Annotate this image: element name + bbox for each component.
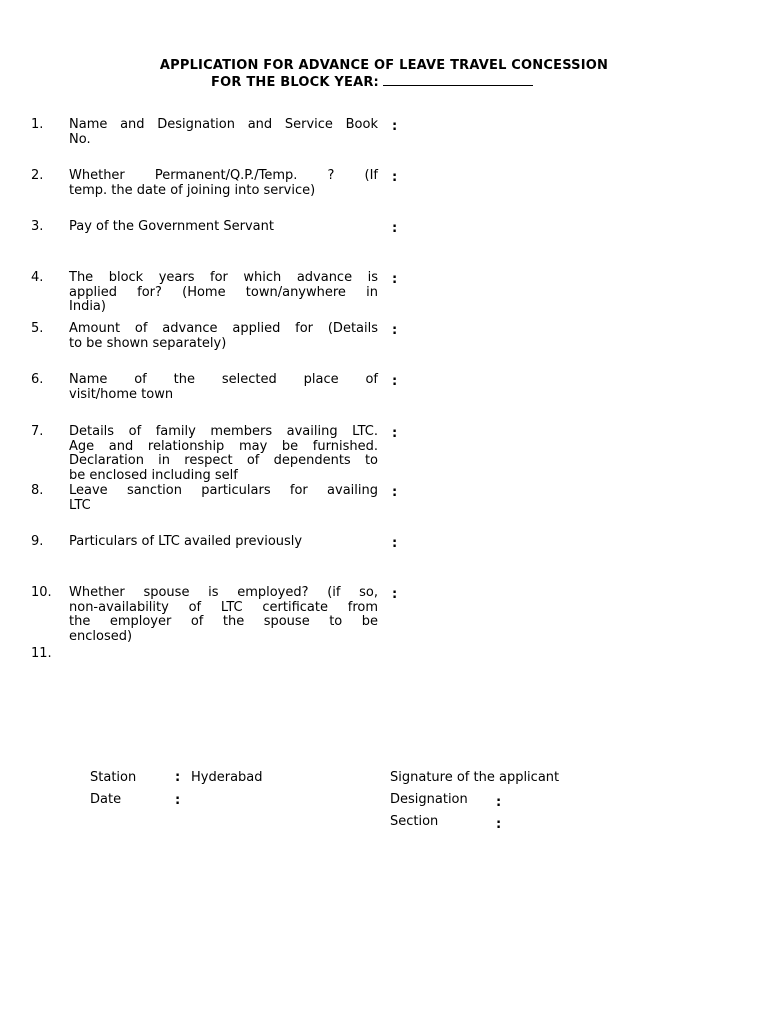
item-colon: : [392,426,398,441]
item-label: Details of family members availing LTC. Age and relationship may be furnished. Declaration in respect of dependents to be enclosed including self [69,424,378,483]
item-colon: : [392,323,398,338]
item-number: 2. [31,168,44,183]
item-colon: : [392,272,398,287]
item-number: 11. [31,646,52,661]
item-label: Particulars of LTC availed previously [69,534,303,549]
block-year-blank [383,73,533,86]
form-title-line2 [0,73,756,90]
station-label: Station [90,770,137,785]
station-value: Hyderabad [191,770,263,785]
section-label: Section [390,814,439,829]
station-colon: : [175,770,181,785]
signature-label: Signature of the applicant [390,770,560,785]
item-colon: : [392,536,398,551]
item-colon: : [392,221,398,236]
designation-label: Designation [390,792,468,807]
item-number: 5. [31,321,44,336]
section-colon: : [496,817,502,832]
date-colon: : [175,793,181,808]
item-label: Whether spouse is employed? (if so, non-availability of LTC certificate from the employer of the spouse to be enclosed) [69,585,378,644]
item-colon: : [392,119,398,134]
designation-colon: : [496,795,502,810]
item-number: 6. [31,372,44,387]
item-label: Name and Designation and Service Book No. [69,117,378,147]
block-year-label: FOR THE BLOCK YEAR: [211,75,379,90]
form-title-line1: APPLICATION FOR ADVANCE OF LEAVE TRAVEL CONCESSION [159,58,609,73]
item-number: 3. [31,219,44,234]
item-number: 9. [31,534,44,549]
item-number: 4. [31,270,44,285]
item-label: The block years for which advance is applied for? (Home town/anywhere in India) [69,270,378,314]
item-colon: : [392,485,398,500]
item-label: Pay of the Government Servant [69,219,274,234]
item-number: 7. [31,424,44,439]
item-number: 8. [31,483,44,498]
item-colon: : [392,170,398,185]
item-number: 1. [31,117,44,132]
item-label: Leave sanction particulars for availing LTC [69,483,378,513]
item-label: Amount of advance applied for (Details to be shown separately) [69,321,378,351]
item-colon: : [392,587,398,602]
item-number: 10. [31,585,52,600]
item-colon: : [392,374,398,389]
date-label: Date [90,792,122,807]
item-label: Whether Permanent/Q.P./Temp. ? (If temp. the date of joining into service) [69,168,378,198]
item-label: Name of the selected place of visit/home town [69,372,378,402]
